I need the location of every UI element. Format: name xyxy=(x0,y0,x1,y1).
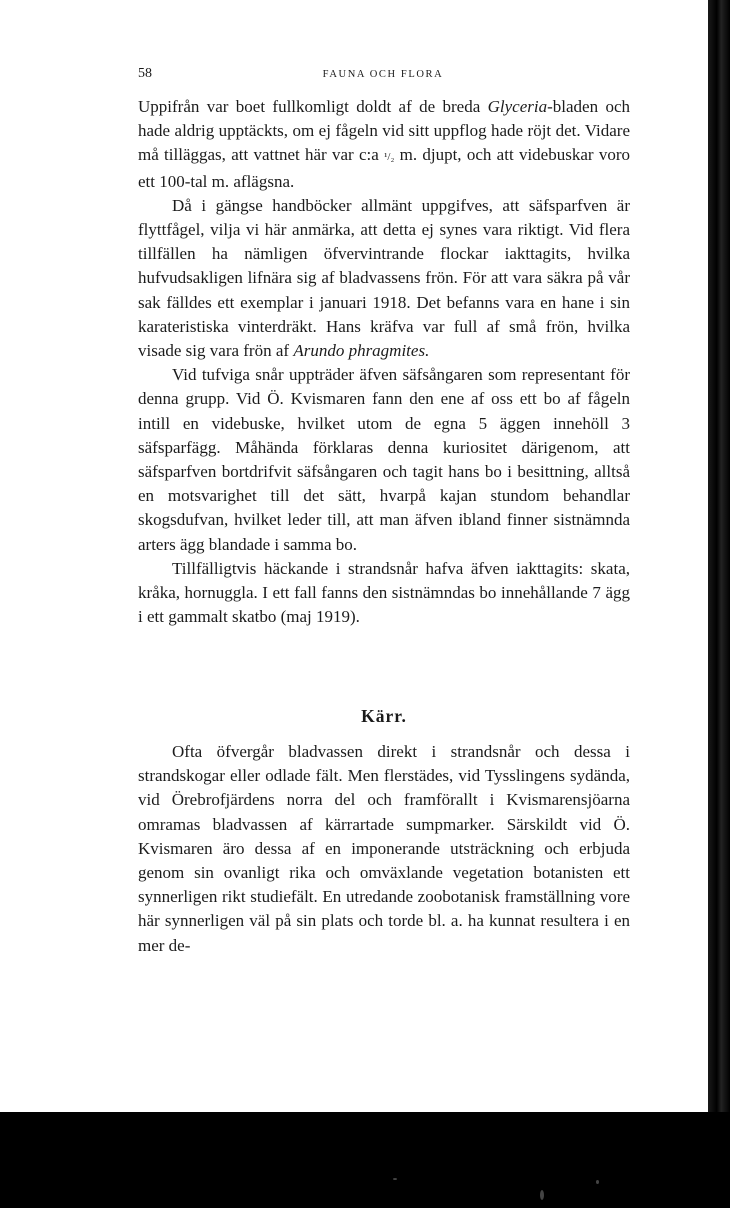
paragraph-1-text-c: m. djupt, och att videbuskar voro ett 100-tal m. aflägsna. xyxy=(138,145,630,191)
page-header xyxy=(138,66,628,86)
paragraph-1-italic: Glyceria xyxy=(487,97,548,116)
paragraph-1-text-b: -bladen och hade aldrig upptäckts, om ej fågeln vid sitt uppflog hade röjt det. Vidare må tilläggas, att vattnet här var c:a xyxy=(138,97,630,165)
scan-speck xyxy=(540,1190,544,1200)
body-text-lower xyxy=(138,740,630,958)
scan-speck xyxy=(393,1178,397,1180)
paragraph-3: Vid tufviga snår uppträder äfven säfsångaren som representant för denna grupp. Vid Ö. Kvismaren fann den ene af oss ett bo af fågeln intill en videbuske, hvilket utom de egna 5 äggen innehöll 3 säfsparfägg. Måhända förklaras denna kuriositet därigenom, att säfsparfven bortdrifvit säfsångaren och tagit hans bo i besittning, alltså en motsvarighet till det sätt, hvarpå kajan stundom behandlar skogsdufvan, hvilket leder till, att man äfven ibland finner sistnämnda arters ägg blandade i samma bo. xyxy=(138,365,630,554)
fraction: ¹/₂ xyxy=(384,151,395,164)
paragraph-5: Ofta öfvergår bladvassen direkt i strandsnår och dessa i strandskogar eller odlade fält. Men flerstädes, vid Tysslingens sydända, vid Örebrofjärdens norra del och framförallt i Kvismarensjöarna omramas bladvassen af kärrartade sumpmarker. Särskildt vid Ö. Kvismaren äro dessa af en imponerande utsträckning och erbjuda genom sin ovanligt rika och omväxlande vegetation botanisten ett synnerligen rikt studiefält. En utredande zoobotanisk framställning vore här synnerligen väl på sin plats och torde bl. a. ha kunnat resultera i en mer de- xyxy=(138,742,630,955)
body-text-upper xyxy=(138,95,630,629)
paragraph-2 xyxy=(138,194,630,363)
paragraph-1-text-a: Uppifrån var boet fullkomligt doldt af de breda xyxy=(138,97,488,116)
running-head: FAUNA OCH FLORA xyxy=(322,69,444,80)
scan-speck xyxy=(596,1180,599,1184)
scan-edge-strip xyxy=(708,0,730,1112)
paragraph-1 xyxy=(138,95,630,194)
paragraph-2-italic: Arundo phragmites. xyxy=(293,341,430,361)
page-number: 58 xyxy=(138,66,152,81)
paragraph-2-text: Då i gängse handböcker allmänt uppgifves, att säfsparfven är flyttfågel, vilja vi här anmärka, att detta ej synes vara riktigt. Vid flera tillfällen ha nämligen öfvervintrande flockar iakttagits, hvilka hufvudsakligen lifnära sig af bladvassens frön. För att vara säkra på vår sak fälldes ett exemplar i januari 1918. Det befanns vara en hane i sin karateristiska vinterdräkt. Hans kräfva var full af små frön, hvilka visade sig vara frön af xyxy=(138,195,630,361)
section-heading: Kärr. xyxy=(361,706,407,726)
paragraph-4: Tillfälligtvis häckande i strandsnår hafva äfven iakttagits: skata, kråka, hornuggla. I ett fall fanns den sistnämndas bo innehållande 7 ägg i ett gammalt skatbo (maj 1919). xyxy=(138,558,630,627)
